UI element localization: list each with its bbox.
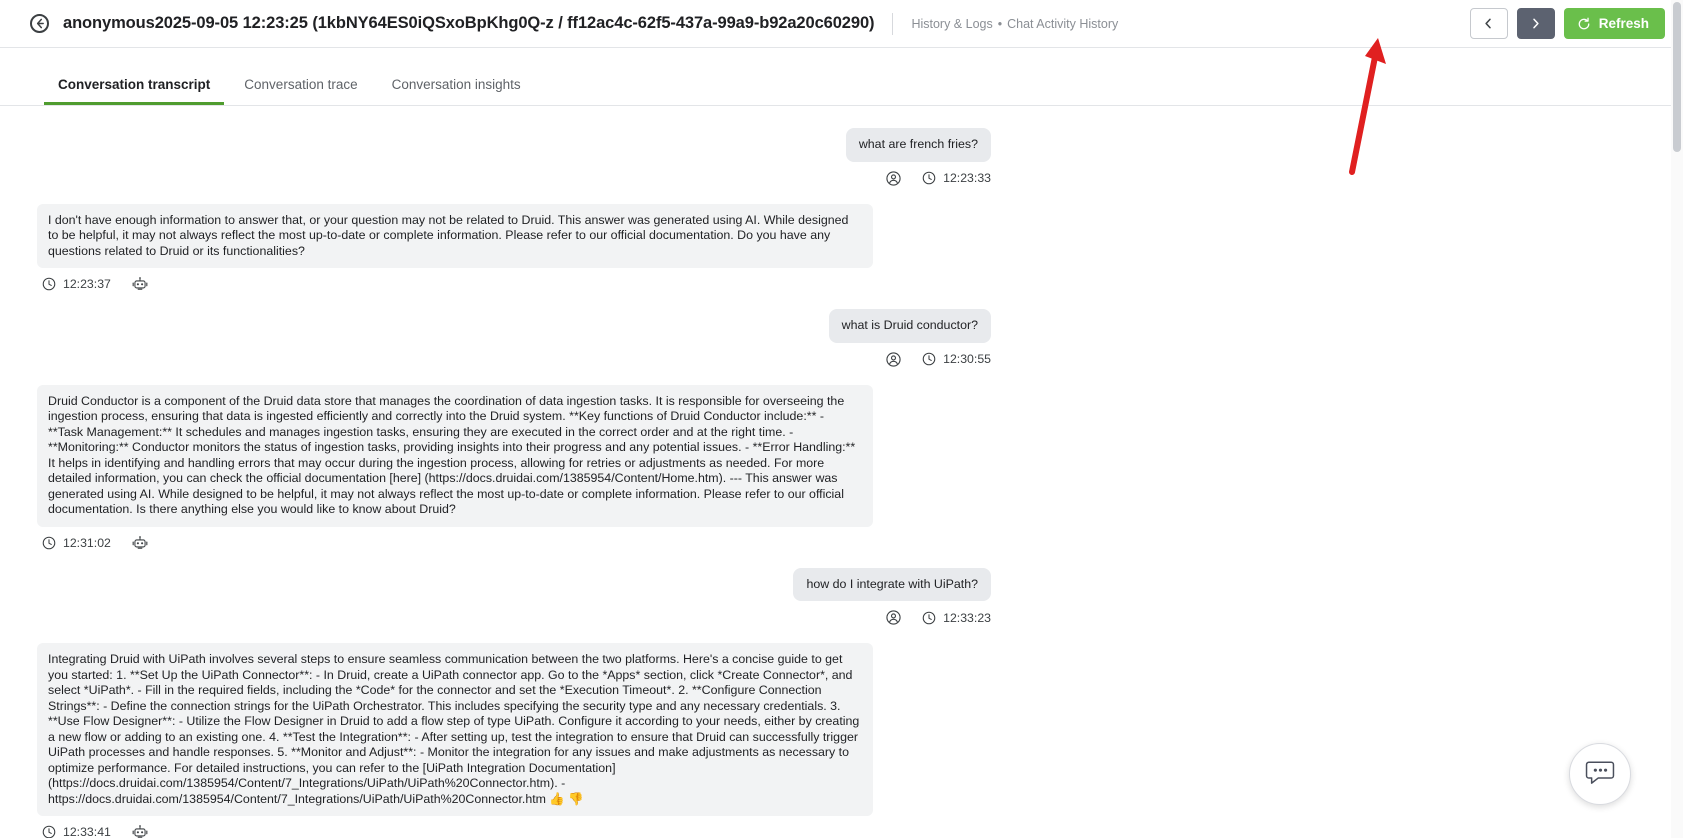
message-user — [0, 568, 1683, 602]
back-arrow-circle-icon[interactable] — [30, 14, 49, 33]
message-timestamp: 12:33:41 — [63, 825, 111, 838]
message-meta — [0, 171, 1683, 186]
next-conversation-button[interactable] — [1517, 8, 1555, 39]
message-meta — [0, 536, 1683, 550]
robot-icon — [132, 277, 148, 291]
robot-icon — [132, 536, 148, 550]
page-scrollbar-thumb[interactable] — [1673, 2, 1681, 152]
message-text: I don't have enough information to answer that, or your question may not be related to Druid. This answer was generated using AI. While designed to be helpful, it may not always reflect the most up-to-date or complete information. Please refer to our official documentation. Do you have any questions related to Druid or its functionalities? — [37, 204, 873, 269]
message-text: how do I integrate with UiPath? — [793, 568, 991, 602]
header-actions — [1470, 8, 1665, 39]
message-timestamp: 12:23:37 — [63, 277, 111, 291]
message-meta — [0, 352, 1683, 367]
message-timestamp: 12:33:23 — [943, 610, 991, 625]
tab-bar — [0, 66, 1683, 106]
message-text: Integrating Druid with UiPath involves several steps to ensure seamless communication between the two platforms. Here's a concise guide to get you started: 1. **Set Up the UiPath Connector**: - In Druid, create a UiPath connector app. Go to the *Apps* section, click *Create Connector*, and select *UiPath*. - Fill in the required fields, including the *Code* for the connector and set the *Execution Timeout*. 2. **Configure Connection Strings**: - Define the connection strings for the UiPath Orchestrator. This includes specifying the security type and any necessary credentials. 3. **Use Flow Designer**: - Utilize the Flow Designer in Druid to add a flow step of type UiPath. Configure it according to your needs, either by creating a new flow or adding to an existing one. 4. **Test the Integration**: - After setting up, test the integration to ensure that Druid can successfully trigger UiPath processes and handle responses. 5. **Monitor and Adjust**: - Monitor the integration for any issues and make adjustments as necessary to optimize performance. For detailed instructions, you can refer to the [UiPath Integration Documentation] (https://docs.druidai.com/1385954/Content/7_Integrations/UiPath/UiPath%20Connector.htm). - https://docs.druidai.com/1385954/Content/7_Integrations/UiPath/UiPath%20Connector.htm 👍 👎 — [37, 643, 873, 816]
message-meta — [0, 277, 1683, 291]
message-bot — [0, 643, 1683, 816]
clock-icon — [42, 825, 56, 838]
breadcrumb-separator: • — [997, 16, 1003, 31]
clock-icon — [922, 352, 936, 366]
refresh-button-label: Refresh — [1598, 16, 1649, 31]
message-bot — [0, 385, 1683, 527]
clock-icon — [42, 536, 56, 550]
conversation-transcript[interactable] — [0, 106, 1683, 838]
message-user — [0, 128, 1683, 162]
tab-conversation-insights-label: Conversation insights — [391, 77, 521, 92]
message-meta — [0, 610, 1683, 625]
chat-bubble-icon — [1585, 759, 1615, 790]
clock-icon — [922, 611, 936, 625]
message-meta — [0, 825, 1683, 838]
breadcrumb-history-logs[interactable]: History & Logs — [911, 16, 993, 31]
page-header — [0, 0, 1683, 48]
refresh-icon — [1577, 17, 1591, 31]
refresh-button[interactable] — [1564, 8, 1665, 39]
message-timestamp: 12:23:33 — [943, 171, 991, 185]
tab-conversation-transcript-label: Conversation transcript — [58, 77, 211, 92]
user-avatar-icon — [886, 352, 901, 367]
tab-conversation-trace-label: Conversation trace — [244, 77, 358, 92]
user-avatar-icon — [886, 171, 901, 186]
breadcrumb-chat-activity-history[interactable]: Chat Activity History — [1007, 16, 1119, 31]
message-timestamp: 12:30:55 — [943, 352, 991, 366]
breadcrumb — [911, 17, 1118, 31]
clock-icon — [42, 277, 56, 291]
tab-conversation-insights[interactable] — [378, 69, 535, 105]
robot-icon — [132, 825, 148, 838]
message-bot — [0, 204, 1683, 269]
user-avatar-icon — [886, 610, 901, 625]
chevron-right-icon — [1530, 18, 1541, 29]
tab-conversation-transcript[interactable] — [44, 69, 224, 105]
message-user — [0, 309, 1683, 343]
message-text: Druid Conductor is a component of the Druid data store that manages the coordination of data ingestion tasks. It is responsible for overseeing the ingestion process, ensuring that data is ingested efficiently and correctly into the Druid system. **Key functions of Druid Conductor include:** - **Task Management:** It schedules and manages ingestion tasks, ensuring they are executed in the correct order and at the right time. - **Monitoring:** Conductor monitors the status of ingestion tasks, providing insights into their progress and any potential issues. - **Error Handling:** It helps in identifying and handling errors that may occur during the ingestion process, allowing for retries or adjustments as needed. For more detailed information, you can check the official documentation [here] (https://docs.druidai.com/1385954/Content/Home.htm). --- This answer was generated using AI. While designed to be helpful, it may not always reflect the most up-to-date or complete information. Please refer to our official documentation. Is there anything else you would like to know about Druid? — [37, 385, 873, 527]
chat-widget-button[interactable] — [1569, 743, 1631, 805]
message-text: what is Druid conductor? — [829, 309, 991, 343]
header-divider — [892, 13, 893, 35]
message-text: what are french fries? — [846, 128, 991, 162]
tab-conversation-trace[interactable] — [230, 69, 371, 105]
page-title: anonymous2025-09-05 12:23:25 (1kbNY64ES0iQSxoBpKhg0Q-z / ff12ac4c-62f5-437a-99a9-b92a20c60290) — [63, 14, 875, 32]
chevron-left-icon — [1483, 18, 1494, 29]
page-scrollbar[interactable] — [1671, 0, 1683, 838]
previous-conversation-button[interactable] — [1470, 8, 1508, 39]
clock-icon — [922, 171, 936, 185]
message-timestamp: 12:31:02 — [63, 535, 111, 550]
